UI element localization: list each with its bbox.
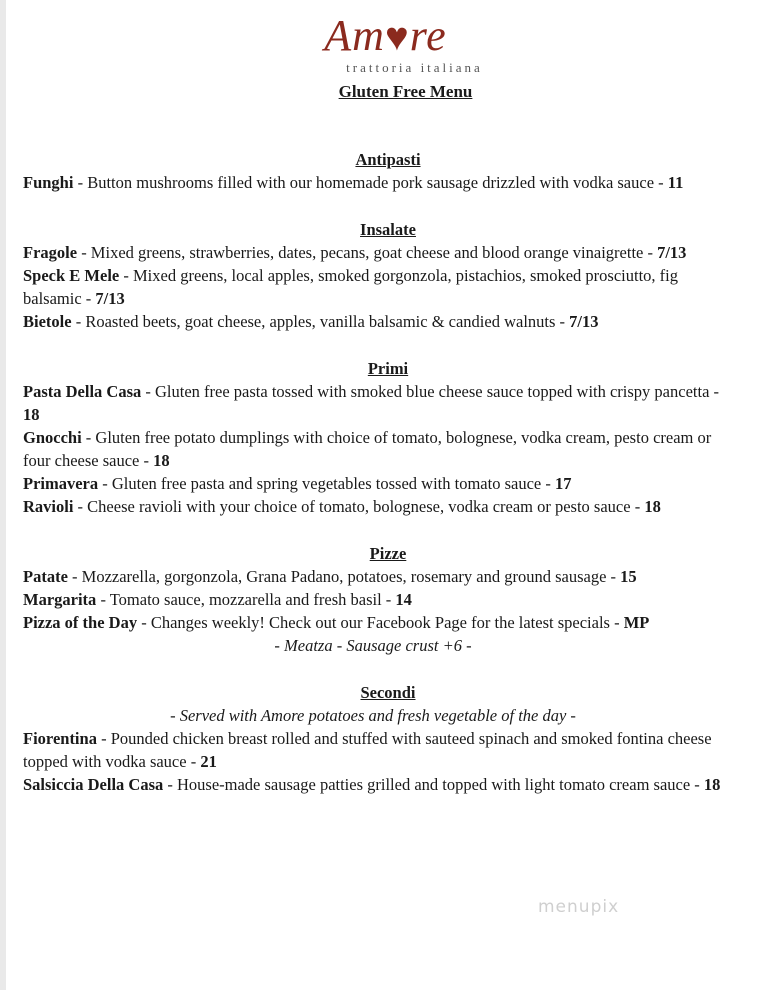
menu-item-fiorentina: Fiorentina - Pounded chicken breast rolled and stuffed with sauteed spinach and smoked fontina cheese topped with vodka sauce - 21 [23, 729, 712, 771]
tagline: trattoria italiana [346, 60, 483, 75]
menu-item-bietole: Bietole - Roasted beets, goat cheese, apples, vanilla balsamic & candied walnuts - 7/13 [23, 312, 599, 331]
section-title-primi: Primi [367, 359, 409, 378]
menu-item-speck-e-mele: Speck E Mele - Mixed greens, local apples, smoked gorgonzola, pistachios, smoked prosciutto, fig balsamic - 7/13 [23, 266, 679, 308]
menu-item-fragole: Fragole - Mixed greens, strawberries, dates, pecans, goat cheese and blood orange vinaigrette - 7/13 [23, 243, 687, 262]
menu-content [23, 148, 723, 796]
section-title-pizze: Pizze [369, 544, 407, 563]
menu-item-pasta-della-casa: Pasta Della Casa - Gluten free pasta tossed with smoked blue cheese sauce topped with crispy pancetta - 18 [23, 382, 720, 424]
restaurant-logo: Am♥re [324, 11, 447, 60]
menu-item-patate: Patate - Mozzarella, gorgonzola, Grana Padano, potatoes, rosemary and ground sausage - 15 [23, 567, 637, 586]
menu-header [0, 11, 771, 102]
section-title-insalate: Insalate [360, 220, 416, 239]
watermark: menupix [538, 897, 620, 917]
menu-item-ravioli: Ravioli - Cheese ravioli with your choice of tomato, bolognese, vodka cream or pesto sauce - 18 [23, 497, 661, 516]
menu-item-margarita: Margarita - Tomato sauce, mozzarella and fresh basil - 14 [23, 590, 412, 609]
pizze-note: - Meatza - Sausage crust +6 - [274, 636, 472, 655]
secondi-note: - Served with Amore potatoes and fresh vegetable of the day - [170, 706, 576, 725]
section-title-secondi: Secondi [360, 683, 416, 702]
menu-item-funghi: Funghi - Button mushrooms filled with our homemade pork sausage drizzled with vodka sauce - 11 [23, 173, 684, 192]
heart-icon: ♥ [384, 14, 410, 59]
menu-item-salsiccia-della-casa: Salsiccia Della Casa - House-made sausage patties grilled and topped with light tomato cream sauce - 18 [23, 775, 721, 794]
menu-item-gnocchi: Gnocchi - Gluten free potato dumplings with choice of tomato, bolognese, vodka cream, pesto cream or four cheese sauce - 18 [23, 428, 712, 470]
menu-item-pizza-of-the-day: Pizza of the Day - Changes weekly! Check out our Facebook Page for the latest specials - MP [23, 613, 650, 632]
menu-title: Gluten Free Menu [338, 82, 473, 101]
menu-item-primavera: Primavera - Gluten free pasta and spring vegetables tossed with tomato sauce - 17 [23, 474, 572, 493]
page-edge [0, 0, 6, 990]
section-title-antipasti: Antipasti [355, 150, 421, 169]
